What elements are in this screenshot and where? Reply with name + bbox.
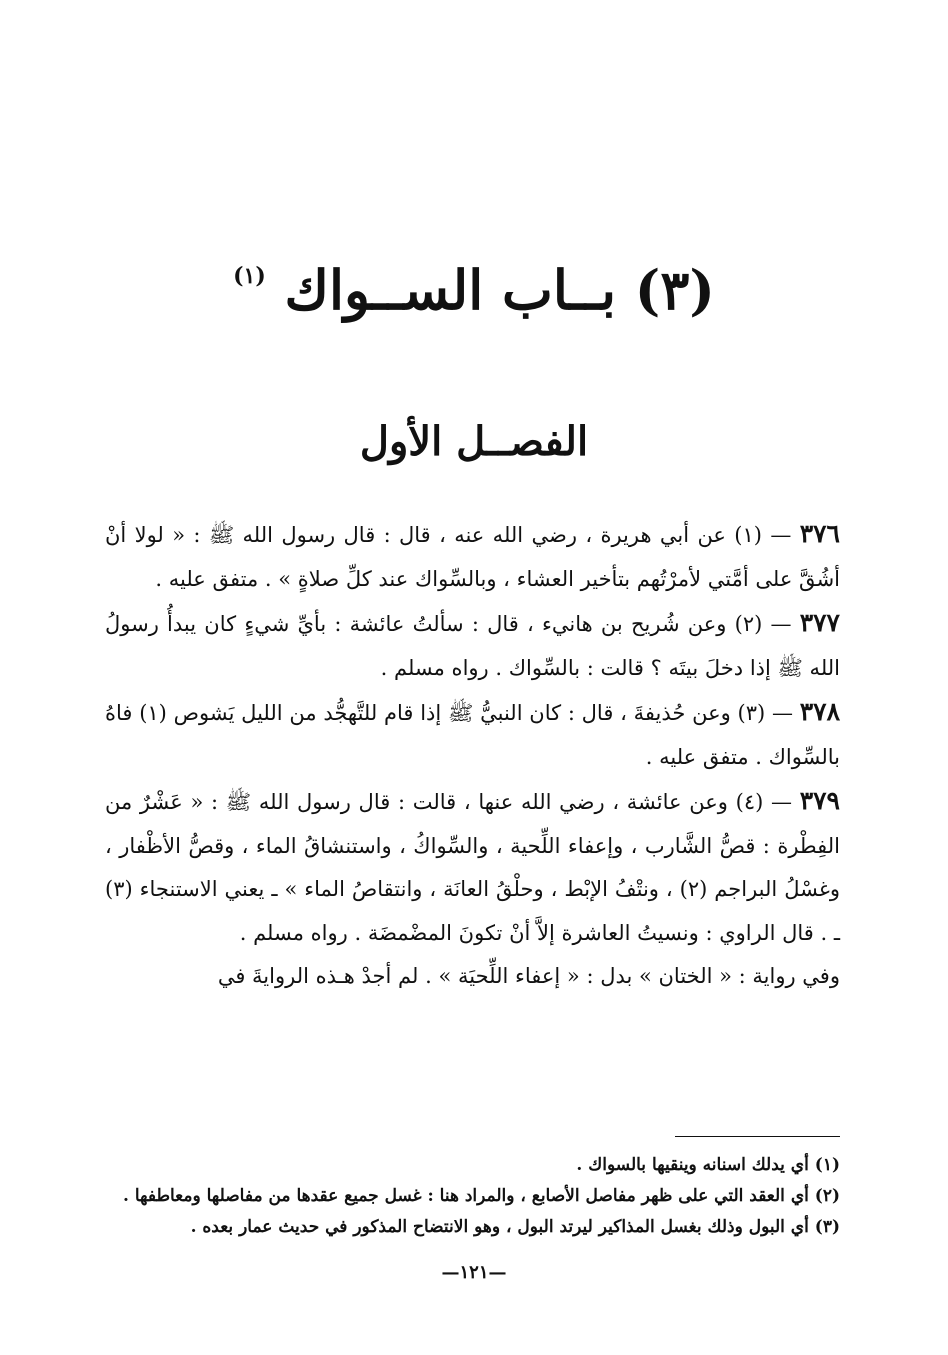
chapter-title	[120, 255, 828, 325]
hadith-paragraph	[105, 779, 840, 955]
hadith-text: — (٤) وعن عائشة ، رضي الله عنها ، قالت : قال رسول الله ﷺ : « عَشْرٌ من الفِطْرة : قصُّ الشَّارب ، وإعفاء اللِّحية ، والسِّواكُ ، واستنشاقُ الماء ، وقصُّ الأظْفار ، وغسْلُ البراجم (٢) ، ونتْفُ الإبْط ، وحلْقُ العانَة ، وانتقاصُ الماء » ـ يعني الاستنجاء (٣) ـ . قال الراوي : ونسيتُ العاشرة إلاَّ أنْ تكونَ المضْمضَة . رواه مسلم .	[105, 790, 840, 945]
hadith-number: ٣٧٩	[799, 786, 840, 815]
hadith-paragraph	[105, 512, 840, 601]
chapter-title-text: (٣) بــاب الســواك	[284, 258, 715, 322]
hadith-number: ٣٧٨	[799, 697, 841, 726]
chapter-footnote-marker: (١)	[233, 263, 266, 289]
hadith-paragraph	[105, 690, 840, 779]
footnotes	[105, 1150, 840, 1243]
hadith-number: ٣٧٦	[799, 519, 840, 548]
hadith-paragraph	[105, 601, 840, 690]
footnote-divider	[675, 1136, 840, 1137]
hadith-text: — (٢) وعن شُريح بن هانيء ، قال : سألتُ عائشة : بأيِّ شيءٍ كان يبدأُ رسولُ الله ﷺ إذا دخلَ بيتَه ؟ قالت : بالسِّواك . رواه مسلم .	[105, 612, 840, 680]
hadith-text: — (٣) وعن حُذيفةَ ، قال : كان النبيُّ ﷺ إذا قام للتَّهجُّد من الليل يَشوص (١) فاهُ بالسِّواك . متفق عليه .	[105, 701, 840, 769]
footnote-2: (٢) أي العقد التي على ظهر مفاصل الأصابع ، والمراد هنا : غسل جميع عقدها من مفاصلها ومعاطفها .	[123, 1186, 840, 1206]
section-title: الفصــل الأول	[359, 418, 589, 465]
hadith-body	[105, 512, 840, 999]
footnote-1: (١) أي يدلك اسنانه وينقيها بالسواك .	[576, 1155, 840, 1175]
hadith-number: ٣٧٧	[799, 608, 840, 637]
trailing-paragraph: وفي رواية : « الختان » بدل : « إعفاء اللِّحيَة » . لم أجدْ هـذه الروايةَ في	[217, 964, 840, 988]
page-number: —١٢١—	[441, 1262, 507, 1283]
footnote-3: (٣) أي البول وذلك بغسل المذاكير ليرتد البول ، وهو الانتضاح المذكور في حديث عمار بعده .	[190, 1217, 840, 1237]
hadith-text: — (١) عن أبي هريرة ، رضي الله عنه ، قال : قال رسول الله ﷺ : « لولا أنْ أشُقَّ على أمَّتي لأمرْتُهم بتأخير العشاء ، وبالسِّواك عند كلِّ صلاةٍ » . متفق عليه .	[105, 523, 840, 591]
